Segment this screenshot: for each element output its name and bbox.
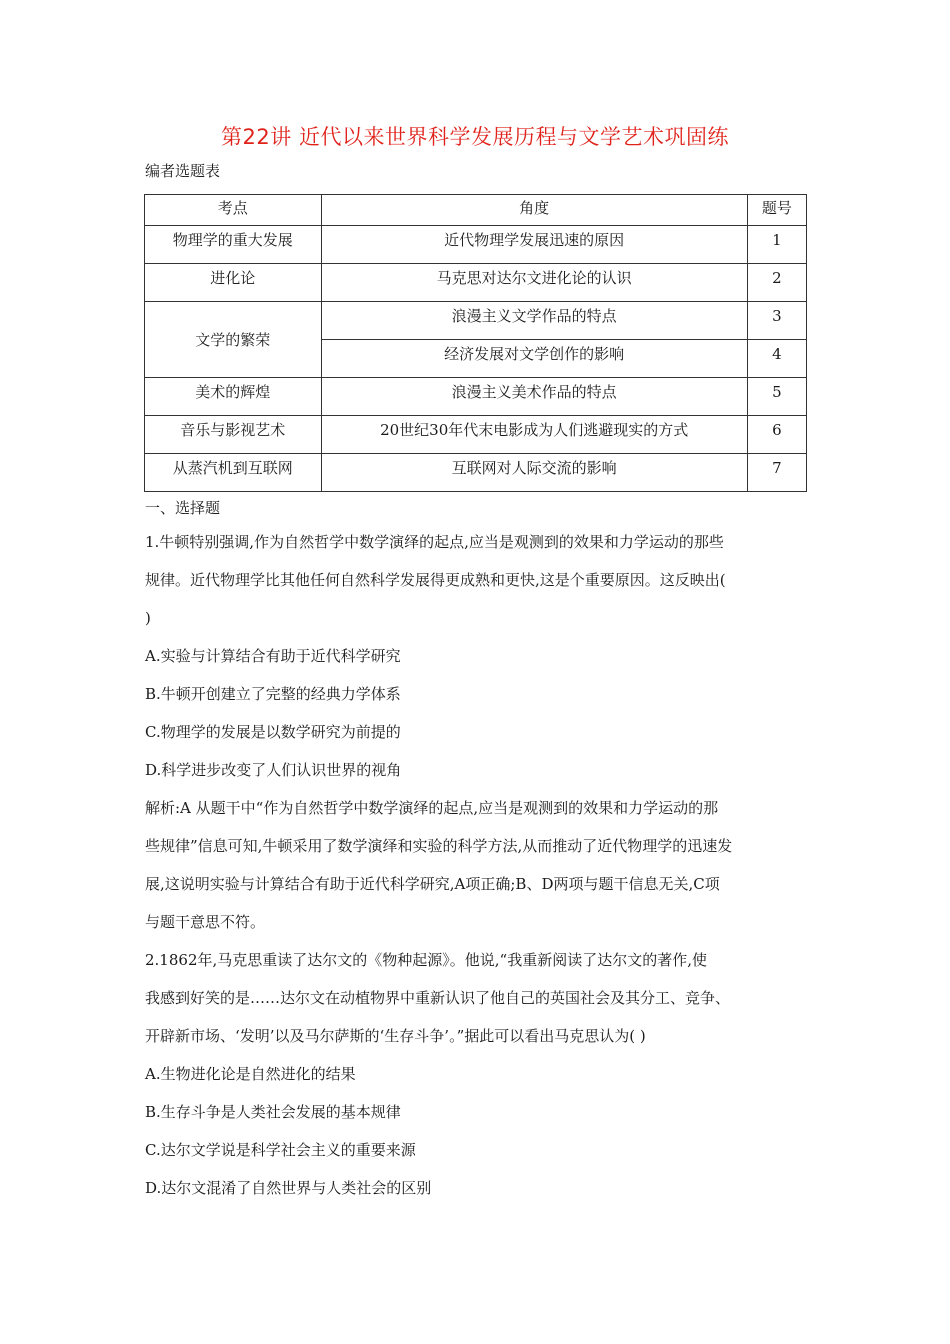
q1-option-a: A.实验与计算结合有助于近代科学研究 [145,647,401,665]
angle-cell: 浪漫主义美术作品的特点 [321,378,747,416]
q1-analysis-line: 些规律”信息可知,牛顿采用了数学演绎和实验的科学方法,从而推动了近代物理学的迅速发 [145,837,733,855]
number-cell: 3 [747,302,806,340]
angle-cell: 20世纪30年代末电影成为人们逃避现实的方式 [321,416,747,454]
table-row [145,378,807,416]
q1-stem-line: ) [145,609,151,627]
table-header-row [145,195,807,226]
table-row [145,264,807,302]
q1-analysis-line: 与题干意思不符。 [145,913,266,931]
topic-cell: 文学的繁荣 [145,302,322,378]
number-cell: 2 [747,264,806,302]
section-heading: 一、选择题 [145,499,221,517]
number-cell: 6 [747,416,806,454]
header-number: 题号 [747,195,806,226]
q2-option-d: D.达尔文混淆了自然世界与人类社会的区别 [145,1179,432,1197]
number-cell: 4 [747,340,806,378]
number-cell: 1 [747,226,806,264]
q2-stem-line: 2.1862年,马克思重读了达尔文的《物种起源》。他说,“我重新阅读了达尔文的著作,使 [145,951,707,969]
q2-stem-line: 我感到好笑的是……达尔文在动植物界中重新认识了他自己的英国社会及其分工、竞争、 [145,989,731,1007]
header-topic: 考点 [145,195,322,226]
q1-stem-line: 1.牛顿特别强调,作为自然哲学中数学演绎的起点,应当是观测到的效果和力学运动的那些 [145,533,724,551]
topic-table [144,194,807,492]
table-row [145,416,807,454]
number-cell: 5 [747,378,806,416]
q1-option-b: B.牛顿开创建立了完整的经典力学体系 [145,685,401,703]
table-row [145,302,807,340]
table-row [145,454,807,492]
angle-cell: 互联网对人际交流的影响 [321,454,747,492]
topic-cell: 从蒸汽机到互联网 [145,454,322,492]
angle-cell: 马克思对达尔文进化论的认识 [321,264,747,302]
angle-cell: 浪漫主义文学作品的特点 [321,302,747,340]
q2-option-a: A.生物进化论是自然进化的结果 [145,1065,356,1083]
q1-analysis-line: 解析:A 从题干中“作为自然哲学中数学演绎的起点,应当是观测到的效果和力学运动的那 [145,799,719,817]
question-content [145,496,810,1214]
q1-option-d: D.科学进步改变了人们认识世界的视角 [145,761,402,779]
angle-cell: 近代物理学发展迅速的原因 [321,226,747,264]
topic-cell: 美术的辉煌 [145,378,322,416]
topic-cell: 音乐与影视艺术 [145,416,322,454]
header-angle: 角度 [321,195,747,226]
topic-cell: 进化论 [145,264,322,302]
q1-stem-line: 规律。近代物理学比其他任何自然科学发展得更成熟和更快,这是个重要原因。这反映出( [145,571,726,589]
q2-option-b: B.生存斗争是人类社会发展的基本规律 [145,1103,401,1121]
topic-cell: 物理学的重大发展 [145,226,322,264]
angle-cell: 经济发展对文学创作的影响 [321,340,747,378]
q1-option-c: C.物理学的发展是以数学研究为前提的 [145,723,401,741]
q2-stem-line: 开辟新市场、‘发明’以及马尔萨斯的‘生存斗争’。”据此可以看出马克思认为( ) [145,1027,646,1045]
number-cell: 7 [747,454,806,492]
table-caption: 编者选题表 [145,162,221,180]
table-row [145,226,807,264]
page-title: 第22讲 近代以来世界科学发展历程与文学艺术巩固练 [221,125,729,149]
q1-analysis-line: 展,这说明实验与计算结合有助于近代科学研究,A项正确;B、D两项与题干信息无关,C项 [145,875,720,893]
q2-option-c: C.达尔文学说是科学社会主义的重要来源 [145,1141,416,1159]
